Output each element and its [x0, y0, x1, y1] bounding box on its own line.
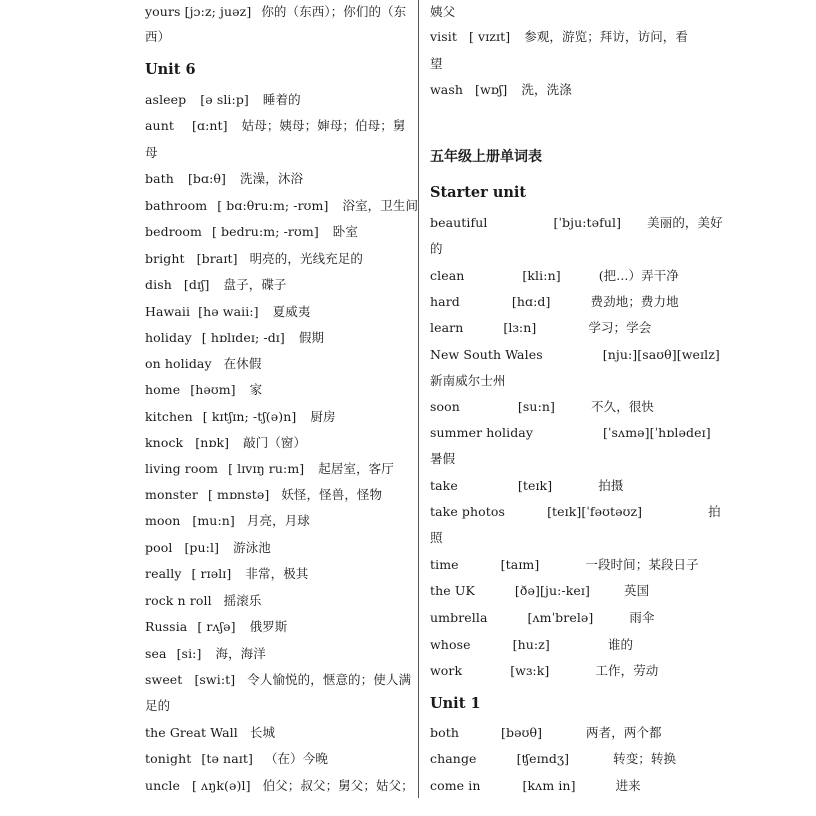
continuation-text: 新南威尔士州: [430, 373, 506, 388]
vocab-line: [430, 530, 443, 546]
vocab-phonetic: [kʌm in]: [522, 778, 576, 793]
vocab-meaning: 洗，洗涤: [521, 82, 572, 97]
vocab-word: come in: [430, 778, 481, 793]
vocab-line: [145, 513, 310, 529]
vocab-line: [430, 29, 688, 45]
vocab-phonetic: [hə waii:]: [198, 304, 259, 319]
vocab-line: [145, 198, 418, 214]
vocab-word: visit: [430, 29, 457, 44]
vocab-line: [430, 637, 633, 653]
vocab-line: [145, 751, 328, 767]
vocab-phonetic: [nɒk]: [195, 435, 230, 450]
vocab-meaning: 拍: [708, 504, 721, 519]
vocab-meaning: 睡着的: [262, 92, 301, 107]
vocab-line: [145, 171, 303, 187]
vocab-word: home: [145, 382, 181, 397]
vocab-line: [145, 725, 275, 741]
vocab-word: New South Wales: [430, 347, 543, 362]
vocab-phonetic: [ bɑ:θru:m; -rʊm]: [217, 198, 329, 213]
vocab-meaning: 英国: [623, 583, 650, 598]
vocab-meaning: 美丽的，美好: [647, 215, 723, 230]
vocab-line: [145, 29, 170, 45]
vocab-phonetic: [ mɒnstə]: [207, 487, 270, 502]
vocab-line: [145, 224, 358, 240]
vocab-phonetic: [ rʌʃə]: [197, 619, 236, 634]
section-heading: Unit 6: [145, 61, 196, 78]
vocab-line: [430, 583, 649, 599]
vocab-meaning: 游泳池: [233, 540, 271, 555]
vocab-word: both: [430, 725, 460, 740]
continuation-text: 暑假: [430, 451, 456, 466]
vocab-word: aunt: [145, 118, 174, 133]
vocab-line: [430, 557, 699, 573]
vocab-word: bedroom: [145, 224, 202, 239]
vocab-line: [430, 215, 723, 231]
vocab-word: work: [430, 663, 463, 678]
vocab-meaning: 长城: [249, 725, 276, 740]
vocab-line: [145, 672, 411, 688]
vocab-word: bright: [145, 251, 185, 266]
vocab-line: [145, 461, 394, 477]
vocab-line: [145, 145, 158, 161]
continuation-text: 照: [430, 530, 443, 545]
section-heading: Starter unit: [430, 184, 527, 201]
vocab-line: [145, 382, 262, 398]
vocab-phonetic: [dɪʃ]: [183, 277, 210, 292]
vocab-meaning: 夏威夷: [272, 304, 311, 319]
vocab-phonetic: [lɜ:n]: [503, 320, 537, 335]
vocab-word: wash: [430, 82, 464, 97]
vocab-word: time: [430, 557, 459, 572]
vocab-word: learn: [430, 320, 464, 335]
vocab-phonetic: [pu:l]: [184, 540, 220, 555]
vocab-word: uncle: [145, 778, 180, 793]
vocab-word: the UK: [430, 583, 475, 598]
vocab-line: [430, 320, 651, 336]
vocab-meaning: (把...）弄干净: [598, 268, 679, 283]
vocab-word: on holiday: [145, 356, 212, 371]
vocab-line: [430, 725, 662, 741]
vocab-word: bathroom: [145, 198, 208, 213]
vocab-meaning: 雨伞: [629, 610, 655, 625]
vocab-line: [430, 399, 654, 415]
vocab-phonetic: [ɑ:nt]: [191, 118, 228, 133]
vocab-word: sea: [145, 646, 167, 661]
vocab-line: [430, 82, 572, 98]
vocab-line: [430, 56, 443, 72]
vocab-word: yours [jɔ:z; juəz]: [145, 4, 252, 19]
vocab-meaning: 费劲地；费力地: [590, 294, 679, 309]
vocab-line: [145, 487, 382, 503]
vocab-word: beautiful: [430, 215, 488, 230]
vocab-line: [430, 4, 455, 20]
vocab-meaning: 海，海洋: [215, 646, 266, 661]
vocab-line: [430, 451, 455, 467]
vocab-phonetic: [tə naɪt]: [201, 751, 253, 766]
vocab-meaning: 家: [249, 382, 263, 397]
vocab-meaning: 工作，劳动: [595, 663, 659, 678]
vocab-phonetic: [bɑ:θ]: [187, 171, 227, 186]
vocab-phonetic: [ vɪzɪt]: [469, 29, 511, 44]
vocab-word: the Great Wall: [145, 725, 238, 740]
vocab-line: [430, 663, 658, 679]
vocab-phonetic: [wɒʃ]: [475, 82, 508, 97]
vocab-meaning: 洗澡，沐浴: [240, 171, 304, 186]
vocab-word: knock: [145, 435, 184, 450]
vocab-word: Hawaii: [145, 304, 191, 319]
vocab-word: moon: [145, 513, 181, 528]
continuation-text: 姨父: [430, 4, 456, 19]
vocab-meaning: 俄罗斯: [249, 619, 288, 634]
vocab-phonetic: [teɪk]: [517, 478, 553, 493]
vocab-meaning: 进来: [615, 778, 641, 793]
vocab-phonetic: [ˈsʌmə][ˈhɒlədeɪ]: [603, 425, 711, 440]
vocab-meaning: 两者，两个都: [586, 725, 662, 740]
vocab-line: [145, 778, 414, 794]
vocab-line: [145, 540, 271, 556]
vocab-phonetic: [ kɪtʃɪn; -tʃ(ə)n]: [202, 409, 297, 424]
vocab-line: [145, 118, 405, 134]
vocab-meaning: 浴室，卫生间: [342, 198, 419, 213]
vocab-meaning: 明亮的，光线充足的: [249, 251, 363, 266]
vocab-line: [430, 478, 623, 494]
vocab-line: [430, 425, 711, 441]
vocab-line: [145, 356, 261, 372]
column-divider: [418, 0, 419, 798]
vocab-word: whose: [430, 637, 471, 652]
vocab-meaning: 敲门（窗）: [243, 435, 307, 450]
vocab-phonetic: [su:n]: [517, 399, 556, 414]
vocab-line: [430, 751, 676, 767]
vocab-phonetic: [ rɪəlɪ]: [191, 566, 232, 581]
vocab-word: bath: [145, 171, 174, 186]
vocab-line: [145, 4, 406, 20]
vocab-meaning: 摇滚乐: [223, 593, 262, 608]
vocab-meaning: （在）今晚: [264, 751, 328, 766]
vocab-meaning: 姑母；姨母；婶母；伯母；舅: [241, 118, 406, 133]
vocab-word: asleep: [145, 92, 187, 107]
continuation-text: 望: [430, 56, 443, 71]
vocab-phonetic: [ lɪvɪŋ ru:m]: [228, 461, 305, 476]
vocab-word: take photos: [430, 504, 506, 519]
vocab-phonetic: [swi:t]: [194, 672, 236, 687]
vocab-word: pool: [145, 540, 173, 555]
vocab-phonetic: [ˈbju:təful]: [553, 215, 622, 230]
vocab-phonetic: [mu:n]: [192, 513, 235, 528]
vocab-phonetic: [taɪm]: [500, 557, 540, 572]
section-heading: Unit 1: [430, 695, 481, 712]
vocab-word: hard: [430, 294, 460, 309]
vocab-line: [430, 268, 679, 284]
vocab-line: [145, 251, 363, 267]
vocab-phonetic: [hu:z]: [512, 637, 550, 652]
vocab-meaning: 月亮，月球: [246, 513, 310, 528]
vocab-phonetic: [braɪt]: [196, 251, 238, 266]
vocab-meaning: 在休假: [223, 356, 262, 371]
vocab-line: [430, 347, 720, 363]
vocab-line: [145, 566, 308, 582]
vocab-word: holiday: [145, 330, 192, 345]
vocab-meaning: 盘子，碟子: [223, 277, 287, 292]
continuation-text: 足的: [145, 698, 171, 713]
section-heading: 五年级上册单词表: [430, 149, 542, 165]
vocab-meaning: 非常，极其: [245, 566, 309, 581]
vocab-line: [145, 593, 261, 609]
vocab-word: change: [430, 751, 477, 766]
vocab-meaning: 参观，游览；拜访，访问，看: [524, 29, 689, 44]
vocab-line: [145, 409, 336, 425]
vocab-word: rock n roll: [145, 593, 212, 608]
vocab-phonetic: [kli:n]: [522, 268, 561, 283]
vocab-line: [145, 646, 266, 662]
vocab-line: [145, 330, 324, 346]
vocab-word: Russia: [145, 619, 188, 634]
vocab-phonetic: [ bedru:m; -rʊm]: [211, 224, 319, 239]
vocab-meaning: 卧室: [332, 224, 358, 239]
vocab-word: sweet: [145, 672, 183, 687]
vocab-word: living room: [145, 461, 219, 476]
vocab-line: [430, 778, 641, 794]
vocab-phonetic: [hɑ:d]: [511, 294, 551, 309]
vocab-line: [145, 435, 306, 451]
vocab-meaning: 学习；学会: [588, 320, 652, 335]
vocab-phonetic: [ʧeɪndʒ]: [516, 751, 570, 766]
vocab-line: [145, 277, 287, 293]
vocab-word: take: [430, 478, 458, 493]
continuation-text: 的: [430, 241, 443, 256]
vocab-word: really: [145, 566, 182, 581]
vocab-word: soon: [430, 399, 460, 414]
vocab-phonetic: [teɪk][ˈfəʊtəʊz]: [547, 504, 643, 519]
vocab-meaning: 谁的: [607, 637, 634, 652]
vocab-line: [430, 241, 443, 257]
vocab-phonetic: [ʌmˈbrelə]: [527, 610, 594, 625]
vocab-meaning: 假期: [298, 330, 325, 345]
vocab-phonetic: [wɜ:k]: [510, 663, 550, 678]
vocab-meaning: 令人愉悦的，惬意的；使人满: [247, 672, 412, 687]
vocab-line: [430, 504, 721, 520]
vocab-meaning: 一段时间；某段日子: [585, 557, 699, 572]
vocab-phonetic: [ðə][ju:-keɪ]: [514, 583, 590, 598]
vocab-line: [145, 619, 287, 635]
vocab-phonetic: [bəʊθ]: [501, 725, 543, 740]
vocab-meaning: 不久，很快: [591, 399, 655, 414]
vocab-word: monster: [145, 487, 198, 502]
continuation-text: 西）: [145, 29, 171, 44]
vocab-meaning: 起居室，客厅: [318, 461, 394, 476]
vocab-line: [145, 304, 310, 320]
vocab-meaning: 伯父；叔父；舅父；姑父；: [262, 778, 414, 793]
vocab-word: umbrella: [430, 610, 488, 625]
vocab-word: kitchen: [145, 409, 193, 424]
vocab-line: [430, 373, 506, 389]
vocab-phonetic: [həʊm]: [190, 382, 236, 397]
vocab-line: [430, 610, 655, 626]
vocab-phonetic: [ ʌŋk(ə)l]: [192, 778, 251, 793]
vocab-meaning: 拍摄: [598, 478, 624, 493]
vocab-line: [145, 92, 301, 108]
vocab-word: tonight: [145, 751, 192, 766]
vocab-word: clean: [430, 268, 465, 283]
continuation-text: 母: [145, 145, 158, 160]
vocab-meaning: 转变；转换: [613, 751, 677, 766]
vocab-meaning: 妖怪，怪兽，怪物: [281, 487, 383, 502]
vocab-phonetic: [ə sli:p]: [200, 92, 249, 107]
vocab-line: [145, 698, 170, 714]
vocab-meaning: 你的（东西）；你们的（东: [261, 4, 407, 19]
vocab-line: [430, 294, 679, 310]
vocab-phonetic: [nju:][saʊθ][weɪlz]: [602, 347, 720, 362]
vocab-word: summer holiday: [430, 425, 534, 440]
vocab-word: dish: [145, 277, 172, 292]
vocab-phonetic: [si:]: [176, 646, 202, 661]
vocab-meaning: 厨房: [310, 409, 336, 424]
vocab-phonetic: [ hɒlɪdeɪ; -dɪ]: [201, 330, 285, 345]
